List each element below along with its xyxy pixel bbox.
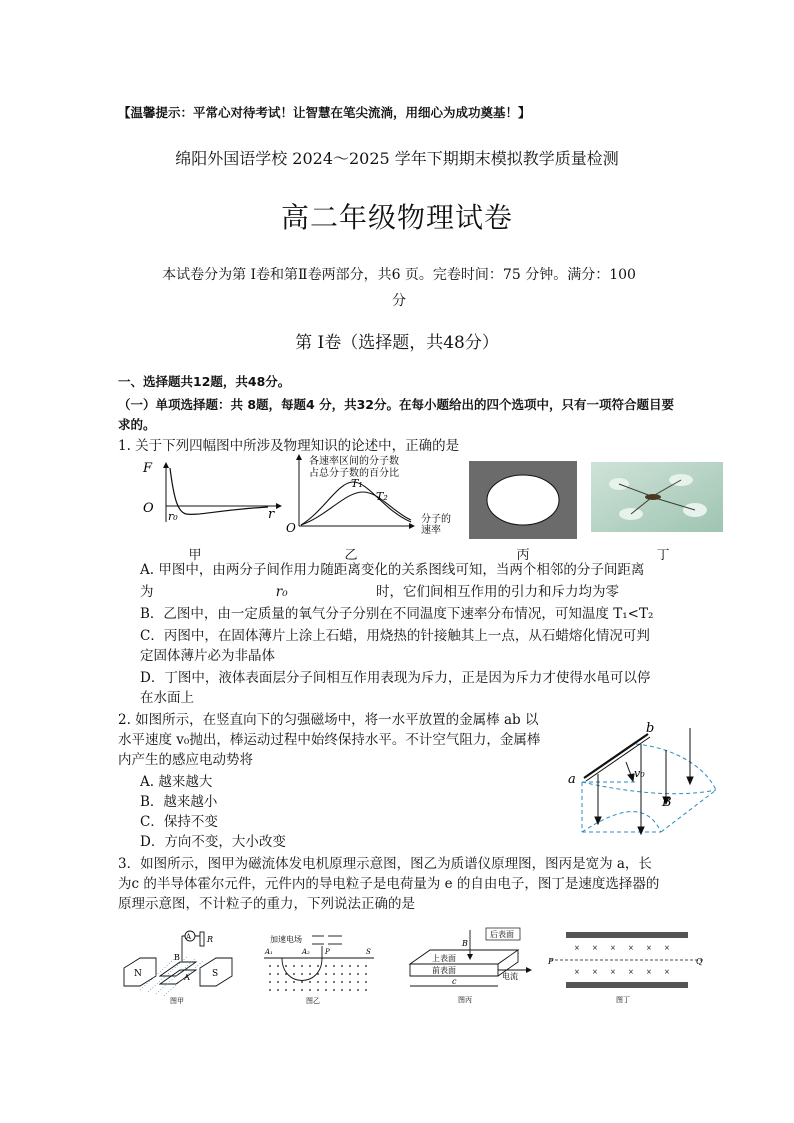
q2-option-b: B．越来越小 xyxy=(140,794,218,810)
svg-text:×: × xyxy=(664,968,670,976)
q2-label-B: B xyxy=(662,795,672,810)
ding3-P: P xyxy=(548,957,554,966)
q3-stem-line3: 原理示意图，不计粒子的重力，下列说法正确的是 xyxy=(118,896,415,912)
jia3-S: S xyxy=(212,969,219,979)
caption-tu-jia: 图甲 xyxy=(170,997,184,1004)
q1-option-a-line2 xyxy=(140,582,619,602)
q3-stem-line2: 为c 的半导体霍尔元件，元件内的导电粒子是电荷量为 e 的自由电子，图丁是速度选择器的 xyxy=(118,876,660,892)
caption-tu-ding: 图丁 xyxy=(616,996,630,1004)
q1-option-c-line2: 定固体薄片必为非晶体 xyxy=(140,648,275,664)
q1-fig-bing xyxy=(469,461,577,539)
q1-fig-yi xyxy=(283,452,463,534)
section-subheading: （一）单项选择题：共 8题，每题4 分，共32分。在每小题给出的四个选项中，只有一项符合题目要求的。 xyxy=(118,397,674,432)
jia-label-r0: r₀ xyxy=(168,510,178,523)
q2-option-d: D．方向不变，大小改变 xyxy=(140,834,286,850)
q1-option-a-post: 时，它们间相互作用的引力和斥力均为零 xyxy=(375,584,619,600)
q3-fig-bing-hall-element xyxy=(402,926,536,1004)
q3-stem-line1: 3．如图所示，图甲为磁流体发电机原理示意图，图乙为质谱仪原理图，图丙是宽为 a，长 xyxy=(118,856,652,872)
q1-fig-ding-water-strider xyxy=(591,462,723,532)
yi-T2: T₂ xyxy=(376,490,388,503)
bing3-front: 前表面 xyxy=(432,966,456,975)
q2-option-a: A. 越来越大 xyxy=(140,774,213,790)
q1-option-a-pre: 为 xyxy=(140,584,154,600)
jia-label-F: F xyxy=(143,461,153,476)
q1-option-a-line1: A. 甲图中，由两分子间作用力随距离变化的关系图线可知，当两个相邻的分子间距离 xyxy=(140,562,645,578)
svg-text:×: × xyxy=(628,968,634,976)
caption-yi: 乙 xyxy=(344,548,358,563)
yi-xlabel-2: 速率 xyxy=(421,525,441,534)
yi-O: O xyxy=(286,521,296,534)
bing3-back: 后表面 xyxy=(490,930,514,939)
jia3-N: N xyxy=(134,969,142,979)
section-heading: 一、选择题共12题，共48分。 xyxy=(118,374,291,389)
svg-text:×: × xyxy=(628,944,634,952)
q1-fig-jia xyxy=(138,460,288,528)
caption-tu-yi: 图乙 xyxy=(306,997,320,1004)
caption-bing: 丙 xyxy=(516,548,530,563)
yi3-S: S xyxy=(366,948,371,956)
jia3-A-meter: A xyxy=(186,933,192,941)
caption-jia: 甲 xyxy=(188,548,202,563)
ding3-Q: Q xyxy=(696,957,703,966)
caption-tu-bing: 图丙 xyxy=(458,996,472,1004)
bing3-B: B xyxy=(462,939,468,948)
bing3-c: c xyxy=(452,977,457,986)
caption-ding: 丁 xyxy=(656,548,670,563)
q2-stem-line2: 水平速度 v₀抛出，棒运动过程中始终保持水平。不计空气阻力，金属棒 xyxy=(118,732,541,748)
yi3-P: P xyxy=(325,948,330,956)
q3-fig-jia-mhd-generator xyxy=(120,924,238,1004)
q2-label-a: a xyxy=(568,772,576,787)
exam-info-line2: 分 xyxy=(392,293,406,309)
yi-ylabel-2: 占总分子数的百分比 xyxy=(309,468,399,479)
exam-info-line1: 本试卷分为第 Ⅰ卷和第Ⅱ卷两部分，共6 页。完卷时间：75 分钟。满分：100 xyxy=(162,267,636,283)
jia-label-O: O xyxy=(143,501,154,516)
yi3-accel: 加速电场 xyxy=(270,935,302,944)
q2-figure-rod-in-field xyxy=(566,720,726,838)
part-one-heading: 第 Ⅰ卷（选择题，共48分） xyxy=(295,333,499,353)
svg-text:×: × xyxy=(664,944,670,952)
bing3-current: 电流 xyxy=(502,972,518,981)
bing3-top: 上表面 xyxy=(432,954,456,963)
school-heading: 绵阳外国语学校 2024～2025 学年下期期末模拟教学质量检测 xyxy=(175,149,619,168)
svg-text:×: × xyxy=(592,968,598,976)
jia-label-r: r xyxy=(268,507,275,522)
yi-T1: T₁ xyxy=(351,477,363,490)
q3-fig-yi-mass-spectrometer xyxy=(262,928,380,1004)
svg-text:×: × xyxy=(610,944,616,952)
q3-fig-ding-velocity-selector xyxy=(546,930,708,1004)
yi-xlabel-1: 分子的 xyxy=(421,514,451,525)
svg-text:×: × xyxy=(646,944,652,952)
jia3-R: R xyxy=(207,935,214,944)
q2-stem-line3: 内产生的感应电动势将 xyxy=(118,752,253,768)
svg-text:×: × xyxy=(610,968,616,976)
exam-info xyxy=(134,262,664,314)
yi3-A2: A₂ xyxy=(302,948,310,956)
svg-text:×: × xyxy=(574,944,580,952)
q1-option-c-line1: C．丙图中，在固体薄片上涂上石蜡，用烧热的针接触其上一点，从石蜡熔化情况可判 xyxy=(140,628,650,644)
q1-option-d-line1: D．丁图中，液体表面层分子间相互作用表现为斥力，正是因为斥力才使得水黾可以停 xyxy=(140,670,651,686)
svg-text:×: × xyxy=(592,944,598,952)
q2-stem-line1: 2. 如图所示，在竖直向下的匀强磁场中，将一水平放置的金属棒 ab 以 xyxy=(118,712,539,728)
q2-option-c: C．保持不变 xyxy=(140,814,218,830)
svg-text:×: × xyxy=(574,968,580,976)
exam-title: 高二年级物理试卷 xyxy=(280,201,513,234)
q1-option-d-line2: 在水面上 xyxy=(140,690,194,706)
q1-stem: 1. 关于下列四幅图中所涉及物理知识的论述中，正确的是 xyxy=(118,438,460,454)
yi-ylabel-1: 各速率区间的分子数 xyxy=(309,456,399,467)
q2-label-v0: v₀ xyxy=(634,767,645,780)
exam-tip: 【温馨提示：平常心对待考试！让智慧在笔尖流淌，用细心为成功奠基！】 xyxy=(118,105,531,120)
q1-option-a-r0: r₀ xyxy=(275,584,288,600)
svg-text:×: × xyxy=(646,968,652,976)
q2-label-b: b xyxy=(646,721,655,736)
jia3-B: B xyxy=(174,953,180,962)
q1-option-b: B．乙图中，由一定质量的氧气分子分别在不同温度下速率分布情况，可知温度 T₁<T₂ xyxy=(140,606,654,622)
jia3-A: A xyxy=(184,973,190,982)
yi3-A1: A₁ xyxy=(265,948,273,956)
